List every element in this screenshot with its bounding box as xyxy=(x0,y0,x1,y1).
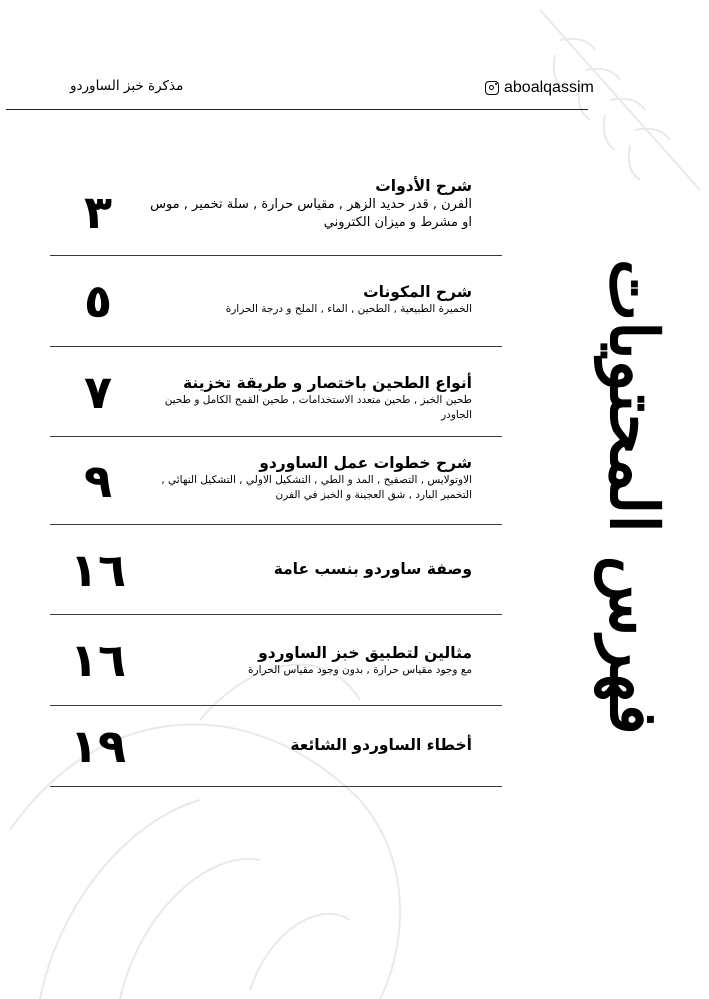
toc-page-number: ٩ xyxy=(83,453,113,508)
toc-entry xyxy=(50,437,502,525)
table-of-contents xyxy=(50,168,502,787)
toc-entry-subtitle: طحين الخبز , طحين متعدد الاستخدامات , طحين القمح الكامل و طحين الجاودر xyxy=(164,394,472,421)
toc-entry-title: شرح خطوات عمل الساوردو xyxy=(259,454,472,472)
toc-page-number: ٣ xyxy=(83,184,113,239)
toc-entry-subtitle: الاوتولايس , التصفيح , المد و الطي , التشكيل الاولي , التشكيل النهائي , التخمير البارد , شق العجينة و الخبز في الفرن xyxy=(161,474,472,501)
toc-page-number: ٥ xyxy=(83,274,113,328)
instagram-icon xyxy=(485,81,499,95)
toc-entry xyxy=(50,168,502,256)
document-name: مذكرة خبز الساوردو xyxy=(70,78,184,94)
toc-entry-title: أخطاء الساوردو الشائعة xyxy=(290,736,472,754)
toc-page-number: ١٩ xyxy=(69,719,127,773)
toc-entry-title: مثالين لتطبيق خبز الساوردو xyxy=(258,644,472,662)
toc-page-number: ١٦ xyxy=(69,633,127,687)
toc-entry xyxy=(50,256,502,347)
page-title: فهرس المحتويات xyxy=(595,259,673,735)
toc-entry xyxy=(50,525,502,615)
toc-entry-title: شرح الأدوات xyxy=(375,177,472,195)
header-divider xyxy=(6,109,588,110)
toc-entry-title: شرح المكونات xyxy=(363,283,472,301)
toc-page-number: ١٦ xyxy=(69,542,127,597)
social-handle xyxy=(485,78,594,98)
toc-entry xyxy=(50,347,502,437)
toc-entry-subtitle: مع وجود مقياس حرارة , بدون وجود مقياس الحرارة xyxy=(248,664,472,676)
toc-entry xyxy=(50,615,502,706)
toc-entry-title: وصفة ساوردو بنسب عامة xyxy=(273,560,472,578)
toc-entry-subtitle: الفرن , قدر حديد الزهر , مقياس حرارة , سلة تخمير , موس او مشرط و ميزان الكتروني xyxy=(150,197,472,230)
toc-entry-title: أنواع الطحين باختصار و طريقة تخزينة xyxy=(183,374,472,392)
toc-entry xyxy=(50,706,502,787)
page-header xyxy=(0,0,709,112)
social-handle-text: aboalqassim xyxy=(504,79,594,96)
toc-page-number: ٧ xyxy=(83,364,113,419)
toc-entry-subtitle: الخميرة الطبيعية , الطحين , الماء , الملح و درجة الحرارة xyxy=(225,303,472,315)
